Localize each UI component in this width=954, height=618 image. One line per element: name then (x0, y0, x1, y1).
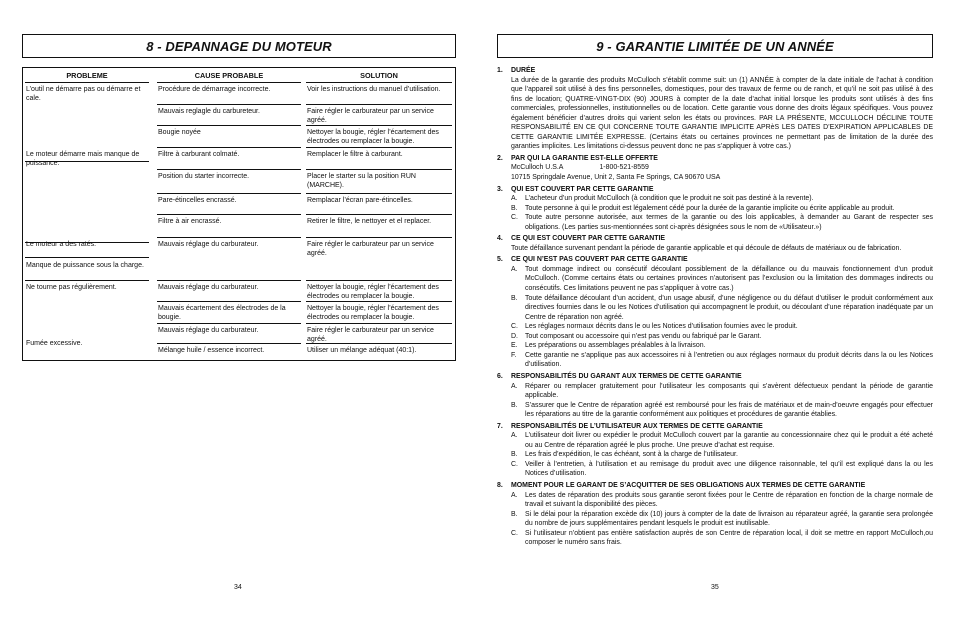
cause-cell: Mauvais réglage du carburateur. (157, 281, 301, 302)
left-page (22, 0, 456, 618)
list-item: B. S’assurer que le Centre de réparation agréé est remboursé pour les frais de matériaux et de main-d’oeuvre engagés pour effectuer les réparations au titre de la garantie conformément aux politiques et procédures de garantie établies. (511, 401, 933, 419)
section-heading: 4. CE QUI EST COUVERT PAR CETTE GARANTIE (497, 235, 666, 243)
list-item: B. Toute personne à qui le produit est légalement cédé pour la durée de la garantie implicite ou écrite applicable au produit. (511, 204, 895, 212)
solution-cell: Faire régler le carburateur par un service agréé. (306, 105, 452, 126)
cause-cell: Mauvais reglagle du carbureteur. (157, 105, 301, 126)
solution-cell: Nettoyer la bougie, régler l’écartement des électrodes ou remplacer la bougie. (306, 302, 452, 324)
list-item: C. Si l’utilisateur n’obtient pas entière satisfaction auprès de son Centre de réparation local, il doit se mettre en rapport McCulloch,ou composer le numéro sans frais. (511, 529, 933, 547)
cause-column (157, 68, 301, 360)
list-item: C. Veiller à l’entretien, à l’utilisation et au remisage du produit avec une diligence raisonnable, tel qu’il est expliqué dans la ou les Notices d’utilisation. (511, 460, 933, 478)
problem-column (25, 68, 149, 360)
right-page (497, 0, 933, 618)
solution-column (306, 68, 452, 360)
solution-cell: Placer le starter su la position RUN (MARCHE). (306, 170, 452, 194)
list-item: D. Tout composant ou accessoire qui n’est pas vendu ou fabriqué par le Garant. (511, 332, 762, 340)
cause-cell: Procédure de démarrage incorrecte. (157, 83, 301, 105)
list-item: B. Les frais d’expédition, le cas échéant, sont à la charge de l’utilisateur. (511, 451, 738, 459)
solution-cell: Nettoyer la bougie, régler l’écartement des électrodes ou remplacer la bougie. (306, 126, 452, 148)
solution-cell: Remplacar l’écran pare-étincelles. (306, 194, 452, 215)
troubleshooting-table (22, 67, 456, 361)
section-heading: 6. RESPONSABILITÉS DU GARANT AUX TERMES DE CETTE GARANTIE (497, 372, 742, 380)
section-heading: 1. DURÉE (497, 67, 536, 74)
cause-cell: Mauvais réglage du carburateur. (157, 238, 301, 281)
list-item: A. Tout dommage indirect ou consécutif découlant possiblement de la défaillance ou du mauvais fonctionnement d’un produit McCulloch. (Comme certains états ou certaines provinces n’autorisent pas l’exclusion ou la limitation des dommages indirects ou consécutifs. Ces limitations peuvent ne pas s’appliquer à votre cas.) (511, 265, 933, 293)
section-heading: 8. MOMENT POUR LE GARANT DE S’ACQUITTER DE SES OBLIGATIONS AUX TERMES DE CETTE GARANTIE (497, 481, 866, 489)
problem-cell: Fumée excessive. (26, 340, 83, 347)
warrantor-contact: McCulloch U.S.A 1-800-521-8559 (511, 164, 649, 172)
cause-cell: Position du starter incorrecte. (157, 170, 301, 194)
cause-cell: Filtre à air encrassé. (157, 215, 301, 238)
troubleshooting-title: 8 - DEPANNAGE DU MOTEUR (22, 34, 456, 58)
problem-cell: Le moteur démarre mais manque de puissance. (25, 148, 149, 243)
warrantor-address: 10715 Springdale Avenue, Unit 2, Santa Fe Springs, CA 90670 USA (511, 174, 721, 182)
cause-cell: Filtre à carburant colmaté. (157, 148, 301, 170)
list-item: E. Les préparations ou assemblages préalables à la livraison. (511, 342, 706, 350)
problem-cell: Ne tourne pas régulièrement. (26, 284, 117, 291)
solution-cell: Remplacer le filtre à carburant. (306, 148, 452, 170)
problem-cell: Le moteur a des ratés. (25, 238, 149, 258)
solution-cell: Faire régler le carburateur par un service agréé. (306, 238, 452, 281)
list-item: A. Les dates de réparation des produits sous garantie seront fixées pour le Centre de réparation en fonction de la charge normale de travail et suivant la disponibilité des pièces. (511, 491, 933, 509)
section-heading: 3. QUI EST COUVERT PAR CETTE GARANTIE (497, 185, 654, 193)
cause-cell: Bougie noyée (157, 126, 301, 148)
section-paragraph: Toute défaillance survenant pendant la période de garantie applicable et qui découle de défauts de matériaux ou de fabrication. (511, 244, 902, 252)
cause-cell: Mauvais écartement des électrodes de la bougie. (157, 302, 301, 324)
section-heading: 5. CE QUI N’EST PAS COUVERT PAR CETTE GARANTIE (497, 256, 688, 264)
solution-cell: Faire régler le carburateur par un service agréé. (306, 324, 452, 344)
list-item: B. Si le délai pour la réparation excède dix (10) jours à compter de la date de livraison au réparateur agréé, la garantie sera prolongée du nombre de jours supplémentaires pendant lesquels le produit est inutilisable. (511, 510, 933, 528)
problem-header: PROBLEME (25, 71, 149, 83)
list-item: A. Réparer ou remplacer gratuitement pour l’utilisateur les composants qui s’avèrent défectueux pendant la période de garantie applicable. (511, 382, 933, 400)
section-paragraph: La durée de la garantie des produits McCulloch s’établit comme suit: un (1) ANNÉE à compter de la date initiale de l’achat à condition que l’appareil soit utilisé à des fins personnelles, domestiques, pour des travaux de ferme ou de ranch, et qu’il ne soit pas utilisé à des fins de location; QUATRE-VINGT-DIX (90) JOURS à compter de la date d’achat initial lorsque les produits sont utilisés à des fins commerciales, professionnelles, institutionnelles ou de location. Cette garantie vous donne des droits légaux spécifiques. Vous pouvez également bénéficier d’autres droits qui varient selon les états ou provinces. PAR LA PRÉSENTE, MCCULLOCH DÉCLINE TOUTE RESPONSABILITÉ EN CE QUI CONCERNE TOUTE GARANTIE IMPLICITE APRèS LES DATES D’EXPIRATION APPLICABLES DE CETTE GARANTIE LIMITÉE EXPRESSE. (Certains états ou certaines provinces ne permettant pas de limitation de la durée des garanties implicites. Les limitations ci-dessus peuvent donc ne pas s’appliquer à votre cas.) (511, 76, 933, 151)
cause-cell: Pare-étincelles encrassé. (157, 194, 301, 215)
problem-cell: Manque de puissance sous la charge. (25, 259, 149, 281)
list-item: C. Toute autre personne autorisée, aux termes de la garantie ou des lois applicables, à demander au Garant de respecter ses obligations. (Les parties sus-mentionnées sont ci-après désignées sous le nom de «Utilisateur.») (511, 214, 933, 231)
section-heading: 7. RESPONSABILITÉS DE L’UTILISATEUR AUX TERMES DE CETTE GARANTIE (497, 422, 763, 430)
solution-cell: Utiliser un mélange adéquat (40:1). (307, 347, 417, 354)
cause-cell: Mauvais réglage du carburateur. (157, 324, 301, 344)
solution-cell: Voir les instructions du manuel d’utilisation. (306, 83, 452, 105)
section-heading: 2. PAR QUI LA GARANTIE EST-ELLE OFFERTE (497, 154, 658, 162)
solution-cell: Nettoyer la bougie, régler l’écartement des électrodes ou remplacer la bougie. (306, 281, 452, 302)
cause-cell: Mélange huile / essence incorrect. (158, 347, 265, 354)
cause-header: CAUSE PROBABLE (157, 71, 301, 83)
warranty-text (497, 64, 933, 548)
page-number: 34 (234, 584, 242, 591)
problem-cell: L’outil ne démarre pas ou démarre et cale. (25, 83, 149, 162)
list-item: C. Les réglages normaux décrits dans le ou les Notices d’utilisation fournies avec le produit. (511, 323, 798, 331)
page-number: 35 (711, 584, 719, 591)
list-item: A. L’acheteur d’un produit McCulloch (à condition que le produit ne soit pas destiné à la revente). (511, 195, 814, 203)
list-item: A. L’utilisateur doit livrer ou expédier le produit McCulloch couvert par la garantie au concessionnaire chez qui le produit a été acheté ou au Centre de réparation agréé le plus proche. Une preuve d’achat est requise. (511, 432, 933, 449)
list-item: F. Cette garantie ne s’applique pas aux accessoires ni à l’entretien ou aux réglages normaux du produit décrits dans la ou les Notices d’utilisation. (511, 351, 933, 369)
solution-header: SOLUTION (306, 71, 452, 83)
list-item: B. Toute défaillance découlant d’un accident, d’un usage abusif, d’une négligence ou du défaut d’utiliser le produit conformément aux directives fournies dans le ou les Notices d’utilisation qui accompagnent le produit, ou découlant d’une réparation inadéquate par un Centre de réparation non agréé. (511, 294, 933, 321)
warranty-title: 9 - GARANTIE LIMITÉE DE UN ANNÉE (497, 34, 933, 58)
solution-cell: Retirer le filtre, le nettoyer et el replacer. (306, 215, 452, 238)
